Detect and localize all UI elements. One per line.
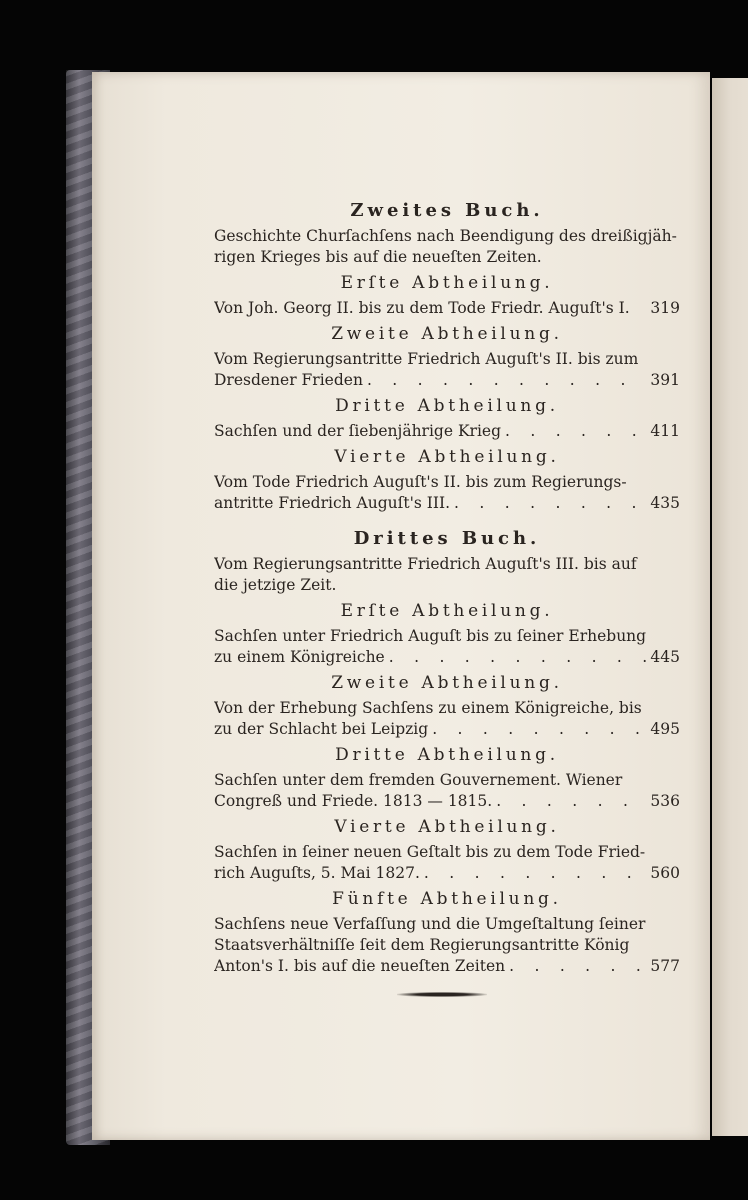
toc-entry[interactable]	[214, 298, 680, 319]
toc-entry-line: Sachſen in ſeiner neuen Geſtalt bis zu dem Tode Fried-	[214, 843, 646, 861]
section-heading: Zweite Abtheilung.	[331, 324, 563, 344]
subtitle-line: rigen Krieges bis auf die neueſten Zeiten.	[214, 248, 542, 266]
leader-dots	[367, 370, 646, 391]
section-heading: Fünfte Abtheilung.	[332, 889, 562, 909]
page-number: 495	[650, 720, 680, 738]
section-heading: Dritte Abtheilung.	[335, 396, 559, 416]
book-subtitle	[214, 226, 680, 268]
toc-entry[interactable]	[214, 842, 680, 884]
leader-dots	[432, 719, 646, 740]
leader-dots	[454, 493, 646, 514]
toc-entry-line: Von der Erhebung Sachſens zu einem Königreiche, bis	[214, 699, 642, 717]
toc-entry-text: rich Auguſts, 5. Mai 1827.	[214, 864, 420, 882]
leader-dots	[389, 647, 647, 668]
toc-entry-text: antritte Friedrich Auguſt's III.	[214, 494, 451, 512]
toc-entry-line: Staatsverhältniſſe ſeit dem Regierungsantritte König	[214, 936, 630, 954]
toc-entry-text: Anton's I. bis auf die neueſten Zeiten	[214, 957, 506, 975]
toc-entry-last-line	[214, 863, 680, 884]
decorative-rule	[397, 992, 487, 997]
section-heading: Vierte Abtheilung.	[334, 447, 560, 467]
toc-entry-text: Sachſen und der ſiebenjährige Krieg	[214, 422, 501, 440]
facing-page-edge	[712, 78, 748, 1136]
page-number: 411	[650, 422, 680, 440]
toc-entry-last-line	[214, 791, 680, 812]
toc-entry-last-line	[214, 956, 680, 977]
page-number: 536	[650, 792, 680, 810]
toc-entry-last-line	[214, 647, 680, 668]
toc-entry[interactable]	[214, 349, 680, 391]
subtitle-line: Geschichte Churſachſens nach Beendigung des dreißigjäh-	[214, 227, 677, 245]
page-number: 560	[650, 864, 680, 882]
toc-entry-line: Sachſens neue Verfaſſung und die Umgeſtaltung ſeiner	[214, 915, 646, 933]
book-title: Drittes Buch.	[353, 528, 541, 549]
toc-entry[interactable]	[214, 698, 680, 740]
table-of-contents	[214, 196, 680, 977]
toc-entry[interactable]	[214, 472, 680, 514]
leader-dots	[505, 421, 646, 442]
toc-entry-last-line	[214, 370, 680, 391]
toc-entry-text: zu einem Königreiche	[214, 648, 385, 666]
toc-entry[interactable]	[214, 626, 680, 668]
toc-entry-last-line	[214, 298, 680, 319]
book-subtitle	[214, 554, 680, 596]
toc-entry-line: Vom Regierungsantritte Friedrich Auguſt's II. bis zum	[214, 350, 639, 368]
page-number: 435	[650, 494, 680, 512]
toc-entry-line: Vom Tode Friedrich Auguſt's II. bis zum Regierungs-	[214, 473, 627, 491]
toc-entry-last-line	[214, 493, 680, 514]
leader-dots	[496, 791, 646, 812]
page-number: 391	[650, 371, 680, 389]
page-number: 319	[650, 299, 680, 317]
page-number: 577	[650, 957, 680, 975]
toc-entry-line: Sachſen unter dem fremden Gouvernement. Wiener	[214, 771, 623, 789]
toc-entry-line: Sachſen unter Friedrich Auguſt bis zu ſeiner Erhebung	[214, 627, 647, 645]
toc-entry-text: Dresdener Frieden	[214, 371, 363, 389]
toc-entry-last-line	[214, 421, 680, 442]
toc-entry[interactable]	[214, 421, 680, 442]
subtitle-line: Vom Regierungsantritte Friedrich Auguſt's III. bis auf	[214, 555, 637, 573]
toc-entry[interactable]	[214, 770, 680, 812]
leader-dots	[424, 863, 647, 884]
toc-entry-text: Von Joh. Georg II. bis zu dem Tode Friedr. Auguſt's I.	[214, 299, 630, 317]
section-heading: Vierte Abtheilung.	[334, 817, 560, 837]
book-title: Zweites Buch.	[350, 200, 544, 221]
section-heading: Erſte Abtheilung.	[340, 273, 554, 293]
subtitle-line: die jetzige Zeit.	[214, 576, 337, 594]
section-heading: Erſte Abtheilung.	[340, 601, 554, 621]
toc-entry-text: Congreß und Friede. 1813 — 1815.	[214, 792, 493, 810]
page-number: 445	[650, 648, 680, 666]
section-heading: Dritte Abtheilung.	[335, 745, 559, 765]
section-heading: Zweite Abtheilung.	[331, 673, 563, 693]
leader-dots	[509, 956, 646, 977]
toc-entry[interactable]	[214, 914, 680, 977]
toc-entry-last-line	[214, 719, 680, 740]
toc-entry-text: zu der Schlacht bei Leipzig	[214, 720, 429, 738]
